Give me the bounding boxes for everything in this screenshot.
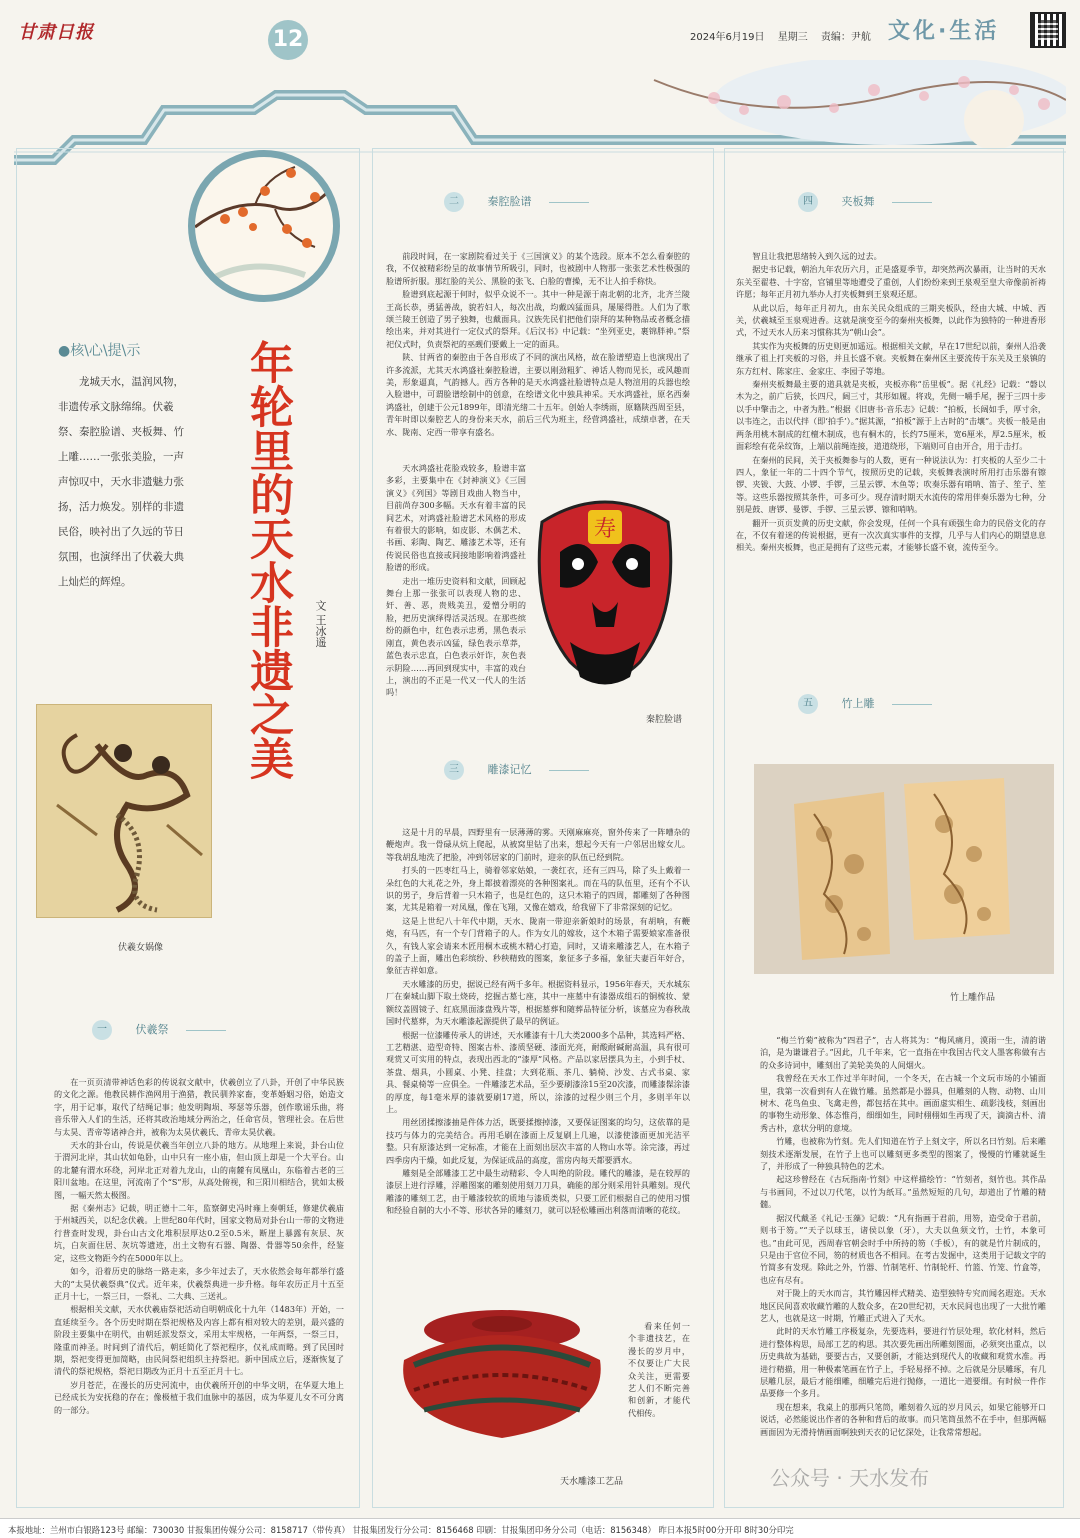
paragraph: 脸谱到底起源于何时，似乎众说不一。其中一种是源于南北朝的北齐，北齐兰陵王高长恭，勇猛善战，貌若妇人，每次出战，均戴凶猛面具，屡屡得胜。人们为了歌颂兰陵王创造了男子独舞，也戴面具。汉族先民们把他们崇拜的某种物品或者概念描绘出来，并对其进行一定仪式的祭拜。《后汉书》中记载：“坐列亚史，裹锦胖神。”祭祀仪式时，负责祭祀的巫觋们要戴上一定的面具。: [386, 289, 690, 349]
paragraph: 翻开一页页发黄的历史文献，你会发现，任何一个具有顽强生命力的民俗文化的存在，不仅有着迷的传说根据，更有一次次真实事件的支撑，几乎与人们内心的期望息息相关。秦州夹板舞，也正是拥有了这些元素，才能够长盛不衰，流传至今。: [736, 517, 1046, 553]
paragraph: 看来任何一个非遗技艺，在漫长的岁月中，不仅要让广大民众关注，更需要艺人们不断完善和创新，才能代代相传。: [628, 1321, 690, 1418]
paragraph: 天水雕漆的历史，据说已经有两千多年。根据资料显示，1956年春天，天水城东厂在秦城山脚下取土烧砖，挖掘古墓七座，其中一座墓中有漆器成组石的铜梳妆、蒙额纹盖圆镜子、红底黑面漆盘残片等，根据墓葬和随葬品特征分析，该墓应为春秋战国时代墓葬，为天水雕漆起源提供了最早的例证。: [386, 978, 690, 1027]
issue-info: [690, 28, 881, 43]
mask-forehead-character: 寿: [593, 517, 617, 542]
masthead: 甘肃日报: [18, 22, 94, 43]
page-number: 12: [268, 20, 308, 60]
section-3-body-bottom: [628, 1320, 690, 1430]
paragraph: 秦州夹板舞最主要的道具就是夹板，夹板亦称“岳里板”。据《礼经》记载：“磐以木为之，前广后狭，长四尺，阔三寸，其形如履。将戏，先侧一嚼手尾，握于三四十步以手中擎击之，中者为胜。”根据《旧唐书·音乐志》记载：“拍板，长阔如手，厚寸余，以韦连之，击以代拌（即‘拍手’）。”据其源，“拍板”源于上古时的“击壤”。夹板一般是由两条用桃木制成的红檀木制成，也有桐木的，长约75厘米，宽6厘米，厚2.5厘米，板面彩绘有花朵纹饰，上端以前绳连接，道道绕形，下端则可自由开合，用于击打。: [736, 379, 1046, 452]
lacquer-image-caption: 天水雕漆工艺品: [560, 1477, 624, 1487]
paragraph: 这是十月的早晨，四野里有一层薄薄的雾。天刚麻麻亮，窗外传来了一阵嘈杂的鞭炮声。我一骨碌从炕上爬起，从被窝里钻了出来，想起今天有一户邻居出嫁女儿。等我胡乱地洗了把脸，冲到邻居家的门前时，迎亲的队伍已经到院。: [386, 827, 690, 862]
paragraph: 如今，沿着历史的脉络一路走来，多少年过去了，天水依然会每年都举行盛大的“太昊伏羲祭典”仪式。近年来，伏羲祭典进一步升格。每年农历正月十五至正月十七，一祭三日，一祭礼、二大典、三送礼。: [54, 1266, 344, 1301]
paragraph: 我曾经在天水工作过半年时间，一个冬天，在古城一个文玩市场的小铺面里，我第一次看到有人在做竹雕。虽然都是小器具，但雕刻的人物、动物、山川树木、花鸟鱼虫、飞禽走兽，都包括在其中。画面虚实相生、疏影浅枝，刻画出的事物生动形象、体态惟肖，细细如生，同时栩栩如生再现了天，滴滴古朴、清秀古朴，意状分明的意境。: [760, 1073, 1046, 1133]
section-1-number: 一: [92, 1020, 112, 1040]
footer-info: 本报地址：兰州市白银路123号 邮编：730030 甘报集团传媒分公司：8158717（带传真） 甘报集团发行分公司：8156468 印刷：甘报集团印务分公司（电话：8156348） 昨日本报5时00分开印 8时30分印完: [0, 1518, 1080, 1538]
opera-mask-image: [530, 492, 680, 702]
paragraph: 起这珍曾经在《古玩指南·竹刻》中这样描绘竹：“竹刻者，刻竹也。其作品与书画同，不过以刀代笔，以竹为纸耳。”虽然短短的几句，却道出了竹雕的精髓。: [760, 1174, 1046, 1210]
paragraph: 据《秦州志》记载，明正德十二年，监察御史冯时雍上奏朝廷，修建伏羲庙于州城西关，以纪念伏羲。上世纪80年代时，国家文物局对卦台山一带的文物进行普查时发现，卦台山古文化堆积层厚达0.2至0.5米，断崖上暴露有灰层、灰坑，白灰面住居、灰坑等遗迹，出土文物有石器、陶器、骨器等50余件，经鉴定，这些文物距今约在5000年以上。: [54, 1203, 344, 1263]
opera-mask-icon: [530, 492, 680, 702]
paragraph: 对于陇上的天水而言，其竹雕因样式精美、造型独特专究而闻名遐迩。天水地区民间喜欢收藏竹雕的人数众多，在20世纪初，天水民间也出现了一大批竹雕艺人，也就是这一时期，竹雕正式进入了天水。: [760, 1288, 1046, 1323]
issue-editor: 责编：尹航: [820, 32, 871, 43]
bamboo-image-caption: 竹上雕作品: [950, 993, 996, 1003]
section-1-header: [92, 1020, 226, 1038]
section-1-body: [54, 1076, 344, 1496]
paragraph: 在秦州的民间，关于夹板舞参与的人数，更有一种说法认为：打夹板的人至少二十四人，象征一年的二十四个节气，按照历史的记载，夹板舞表演时所用打击乐器有镲锣、夹钹、大鼓、小锣、手锣，三星云锣、木鱼等；吹奏乐器有哨呐、笛子、笙子、笙等。这些乐器按照其条件，可多可少。现存清时期天水流传的常用伴奏乐器为七种，分别是鼓、唐锣、曼锣、手锣、三星云锣、镲和哨呐。: [736, 454, 1046, 515]
main-title: 年轮里的天水非遗之美: [242, 340, 293, 780]
fuxi-image-caption: 伏羲女娲像: [118, 943, 164, 953]
lacquer-artwork-image: [384, 1290, 620, 1440]
section-1-title: 伏羲祭: [135, 1023, 169, 1036]
section-5-body: [760, 1034, 1046, 1462]
paragraph: 打头的一匹枣红马上，骑着邻家姑娘，一袭红衣，还有三四马，除了头上戴着一朵红色的大礼花之外，身上都披着漂亮的各种图案礼。而在马的队伍里，还有个不认识的男子，身后背着一只木箱子，也是红色的，这只木箱子的四周，都雕刻了各种图案，尤其是箱着一对凤凰，像在飞翔，又像在嬉戏，给我留下了非常深刻的记忆。: [386, 865, 690, 913]
section-2-divider: [549, 202, 589, 203]
section-2-body-top: [386, 250, 690, 460]
paragraph: 前段时间，在一家剧院看过关于《三国演义》的某个选段。原本不怎么看秦腔的我，不仅被精彩纷呈的故事情节所吸引，同时，也被剧中人物那一张张艺术性极强的脸谱所折服。那红脸的关公、黑脸的张飞、白脸的曹操，无不让人拍手称快。: [386, 251, 690, 286]
fuxi-nuwa-image: [36, 704, 212, 918]
summary-text: 龙城天水，温润风物，非遗传承文脉绵绵。伏羲祭、秦腔脸谱、夹板舞、竹上雕……一张张美脸，一声声惊叹中，天水非遗魅力张扬，活力焕发。别样的非遗民俗，映衬出了久远的节日氛围，也演绎出了伏羲大典上灿烂的辉煌。: [58, 376, 184, 588]
section-4-title: 夹板舞: [841, 195, 875, 208]
bamboo-carving-icon: [754, 764, 1054, 974]
paragraph: 走出一堆历史资料和文献，回顾起舞台上那一张张可以表现人物的忠、奸、善、恶，贵贱美丑，爱憎分明的脸，把历史演绎得活灵活现。在那些缤纷的颜色中，红色表示忠勇，黑色表示刚直，黄色表示凶猛，绿色表示草莽，蓝色表示忠直，白色表示奸诈，灰色表示阴险……再回到现实中，丰富的戏台上，演出的不正是一代又一代人的生活吗！: [386, 575, 526, 698]
qr-code-icon[interactable]: [1030, 12, 1066, 48]
section-2-header: [444, 192, 589, 210]
bamboo-carving-image: [754, 764, 1054, 974]
paragraph: 现在想来，我桌上的那两只笔筒，雕刻着久远的岁月风云，如果它能够开口说话，必然能说出作者的各种和背后的故事。而只笔筒虽然不在手中，但那两幅画面因为无滑持情画面啊独到天衣的记忆深处，让我常常想起。: [760, 1401, 1046, 1437]
section-2-title: 秦腔脸谱: [487, 195, 532, 208]
paragraph: 据汉代戴圣《礼记·玉藻》记载：“凡有指画于君前，用笏，造受命于君前，则书于笏。”“天子以球玉，诸侯以象（牙），大夫以鱼须文竹，士竹，本象可也。”由此可见，西周春官朝会时手中所持的笏（手板），有的就是竹片制成的，只是由于官位不同，笏的材质也各不相同。在考古发掘中，这类用于记载文字的竹简多有发现。除此之外，竹器、竹制笔杆、竹制轮杆、竹篮、竹笼、竹盒等，也应有尽有。: [760, 1212, 1046, 1285]
paragraph: 天水鸿盛社花脸戏较多，脸谱丰富多彩，主要集中在《封神演义》《三国演义》《列国》等剧目戏曲人物当中，目前尚存300多幅。天水有着丰富的民间艺术，对鸿盛社脸谱艺术风格的形成有着很大的影响，如皮影、木偶艺术、书画、彩陶、陶艺、雕漆艺术等，还有传说民俗也直接或间接地影响着鸿盛社脸谱的形成。: [386, 463, 526, 573]
paragraph: 其实作为夹板舞的历史则更加遥远。根据相关文献，早在17世纪以前，秦州人沿袭继承了祖上打夹板的习俗，并且长盛不衰。夹板舞在秦州区主要流传于东关及王泉镇的东方红村、陈家庄、金家庄、李园子等地。: [736, 340, 1046, 376]
persimmon-window-illustration: [188, 150, 340, 302]
section-2-number: 二: [444, 192, 464, 212]
section-1-divider: [186, 1030, 226, 1031]
issue-date: 2024年6月19日: [690, 32, 765, 43]
section-5-number: 五: [798, 694, 818, 714]
paragraph: 此时的天水竹雕工序极复杂，先要选料，要进行竹层处理，软化材料，然后进行整体构思，局部工艺的构思。其次要先画出所雕刻图面，必须突出重点，以历史典故为基础，要要古古，又要创新，才能达到现代人的收藏和观赏水准。再进行精描，用一种极素笔画在竹子上，手轻易择不掉。之后就是分层雕琢，有几层雕几层，最后才能细雕，细雕完后进行抛修，一道比一道要细。有时候一件作品要修一个多月。: [760, 1326, 1046, 1399]
paragraph: 陕、甘两省的秦腔由于各自形成了不同的演出风格，故在脸谱塑造上也演现出了许多流派，尤其天水鸿盛社秦腔脸谱，主要以刚劲粗犷、神话人物而见长，或风趣而美，形象逼真，气韵撼人。西方各种的是天水鸿盛社脸谱特点是人物渲用的兵器也绘入脸谱中，可谓脸谱绘制中的创意，在绘谱文化中独具神采。天水鸿盛社，原名西秦鸿盛社，创建于公元1899年，即清光绪二十五年。创始人李绣雨，原籍陕西周至县，青年时即以秦腔艺人的身份来天水，前后三代为班主，经营鸿盛社，成绩卓著，在天水、陇南、定西一带享有盛名。: [386, 352, 690, 437]
paragraph: 根据一位漆雕传承人的讲述，天水雕漆有十几大类2000多个品种，其选料严格、工艺精湛、造型奇特、图案古朴、漆质坚硬、漆面光亮，耐酸耐碱耐高温，具有很可观赏又可实用的特点，表现出西北的“漆厚”风格。产品以家居摆具为主，小到手杖、茶盘、烟具，小圆桌、小凳、挂盘；大到花瓶、茶几、躺椅、沙发、古式书桌、家具、餐桌椅等一应俱全。一件雕漆艺术品，至少要刷漆涂15至20次漆，而雕漆髹涂漆的厚度，每1毫米厚的漆就要刷17道，所以，涂漆的过程少则三个月，多则半年以上。: [386, 1029, 690, 1114]
section-5-divider: [892, 704, 932, 705]
paragraph: 竹雕，也被称为竹刻。先人们知道在竹子上刻文字，所以名曰竹刻。后来雕刻技术逐渐发展，在竹子上也可以雕刻更多类型的图案了，慢慢的竹雕就诞生了，并形成了一种独具特色的艺术。: [760, 1136, 1046, 1172]
section-5-header: [798, 694, 932, 712]
section-3-header: [444, 760, 589, 778]
section-3-number: 三: [444, 760, 464, 780]
summary-label: ●核\心\提\示: [58, 343, 141, 359]
author-byline: 文 王冰遥: [314, 600, 327, 648]
section-3-body-top: [386, 826, 690, 1266]
paragraph: “梅兰竹菊”被称为“四君子”，古人将其为：“梅风痛月，漠雨一生，清韵谐泊，是为谦谦君子。”因此，几千年来，它一直指在中我国古代文人墨客称做有古的众多诗词中，雕刻出了美轮美奂的人间烟火。: [760, 1035, 1046, 1070]
section-title: 文化·生活: [888, 19, 1000, 44]
section-4-divider: [892, 202, 932, 203]
section-4-body: [736, 250, 1046, 660]
watermark: 公众号 · 天水发布: [770, 1466, 930, 1490]
paragraph: 雕刻是全部雕漆工艺中最生动精彩、令人叫绝的阶段。雕代的雕漆，是在较厚的漆层上进行浮雕，浮雕图案的雕刻使用刻刀刀具，确能的部分则采用针具雕刻。现代雕漆的雕刻工艺，由于雕漆较软的质地与漆质类似，只要工匠们根据自己的使用习惯和经验自制的大小不等、形状各异的雕刻刀，就可以轻松雕画出利落而清晰的花纹。: [386, 1167, 690, 1216]
section-4-header: [798, 192, 932, 210]
fuxi-nuwa-figure-icon: [37, 705, 212, 918]
paragraph: 从此以后，每年正月初九，由东关民众组成的三期夹板队，经由大城、中城、西关，伏羲城至玉泉观进香。这就是演变至今的秦州夹板舞，以此作为独特的一种进香形式，不过天水人历来习惯称其为“朝山会”。: [736, 302, 1046, 338]
paragraph: 岁月苍茫，在漫长的历史河流中，由伏羲所开创的中华文明，在华夏大地上已经成长为安抚稳的存在；像极植于我们血脉中的基因，成为华夏儿女不可分离的一部分。: [54, 1379, 344, 1415]
paragraph: 智且让我把思绪转入到久远的过去。: [752, 251, 882, 261]
lacquer-vessel-icon: [384, 1290, 620, 1440]
paragraph: 用丝团揉擦漆抽是件体力活，既要揉擦掉漆，又要保证图案的均匀，这依靠的是技巧与体力的完美结合。再用毛刷在漆面上反复刷上几遍，以漆使漆面更加光洁平整。只有原漆达到一定标准，才能在上面刻出层次丰富的人物山水等。涂完漆，再过四季房内干燥，如此反复，为保证成品的高度，雷房内每天都要洒水。: [386, 1117, 690, 1165]
issue-weekday: 星期三: [777, 32, 808, 43]
section-5-title: 竹上雕: [841, 697, 875, 710]
opera-mask-caption: 秦腔脸谱: [646, 715, 683, 725]
main-title-container: [242, 340, 298, 780]
section-4-number: 四: [798, 192, 818, 212]
section-2-body-bottom: [386, 462, 526, 724]
persimmon-branch-icon: [195, 157, 333, 295]
section-3-divider: [549, 770, 589, 771]
section-3-title: 雕漆记忆: [487, 763, 532, 776]
paragraph: 根据相关文献，天水伏羲庙祭祀活动自明朝成化十九年（1483年）开始，一直延续至今。各个历史时期在祭祀规格及内容上都有相对较大的差别，最兴盛的阶段主要集中在明代，由朝廷派发祭文，采用太牢规格，一年两祭，一祭三日，隆重而神圣。时间到了清代后，朝廷简化了祭祀程序，仅礼成而略。到了民国时期，祭祀变得更加简略，由民间祭祀组织主持祭祀。新中国成立后，逐渐恢复了清代的祭祀规格，祭祀日期改为正月十五至正月十七。: [54, 1304, 344, 1377]
paragraph: 在一页页清带神话色彩的传说叙文献中，伏羲创立了八卦，开创了中华民族的文化之源。他教民耕作渔网用于渔猎，教民驯养家畜，变革婚姻习俗，始造文字，用于记事，取代了结绳记事；他发明陶埙、琴瑟等乐器，创作歌谣乐曲，将音乐带入人们的生活，还将其政治地域分两治之，任命官员，管理社会。在后世与太昊、青帝等诸神合并，被称为太昊伏羲氏、青帝太昊伏羲。: [54, 1077, 344, 1137]
paragraph: 天水的卦台山，传说是伏羲当年创立八卦的地方。从地理上来说，卦台山位于渭河北岸，其山状如龟卧，山中只有一座小庙，但山顶上却是一个大平台。山的北麓有渭水环绕，河岸北正对着九龙山，山的南麓有凤凰山，东临着古老的三阳川盆地。在这里，河流南了个“S”形，从高处俯视，和三阳川相结合，犹如太极图，一幅天然太极图。: [54, 1140, 344, 1200]
paragraph: 据史书记载，朝治九年农历六月，正是盛夏季节，却突然两次暴雨，让当时的天水东关至翟巷、十字窑，官铺里等地遭受了重创，人们纷纷来到王泉观至皇大帝像前祈祷许愿；每年正月初九举办人打夹板舞到王泉观还愿。: [736, 264, 1046, 300]
paragraph: 这是上世纪八十年代中期，天水、陇南一带迎亲新娘时的场景，有胡响，有鞭炮，有马匹，有一个专门背箱子的人。作为女儿的嫁妆，这个木箱子需要娘家准备很久，有钱人家会请来木匠用桐木或桃木精心打造，同时，又请来雕漆艺人，在木箱子的盖子上面，雕出色彩缤纷、秒秧精致的图案，象征多子多福，象征夫妻百年好合，象征吉祥如意。: [386, 915, 690, 976]
